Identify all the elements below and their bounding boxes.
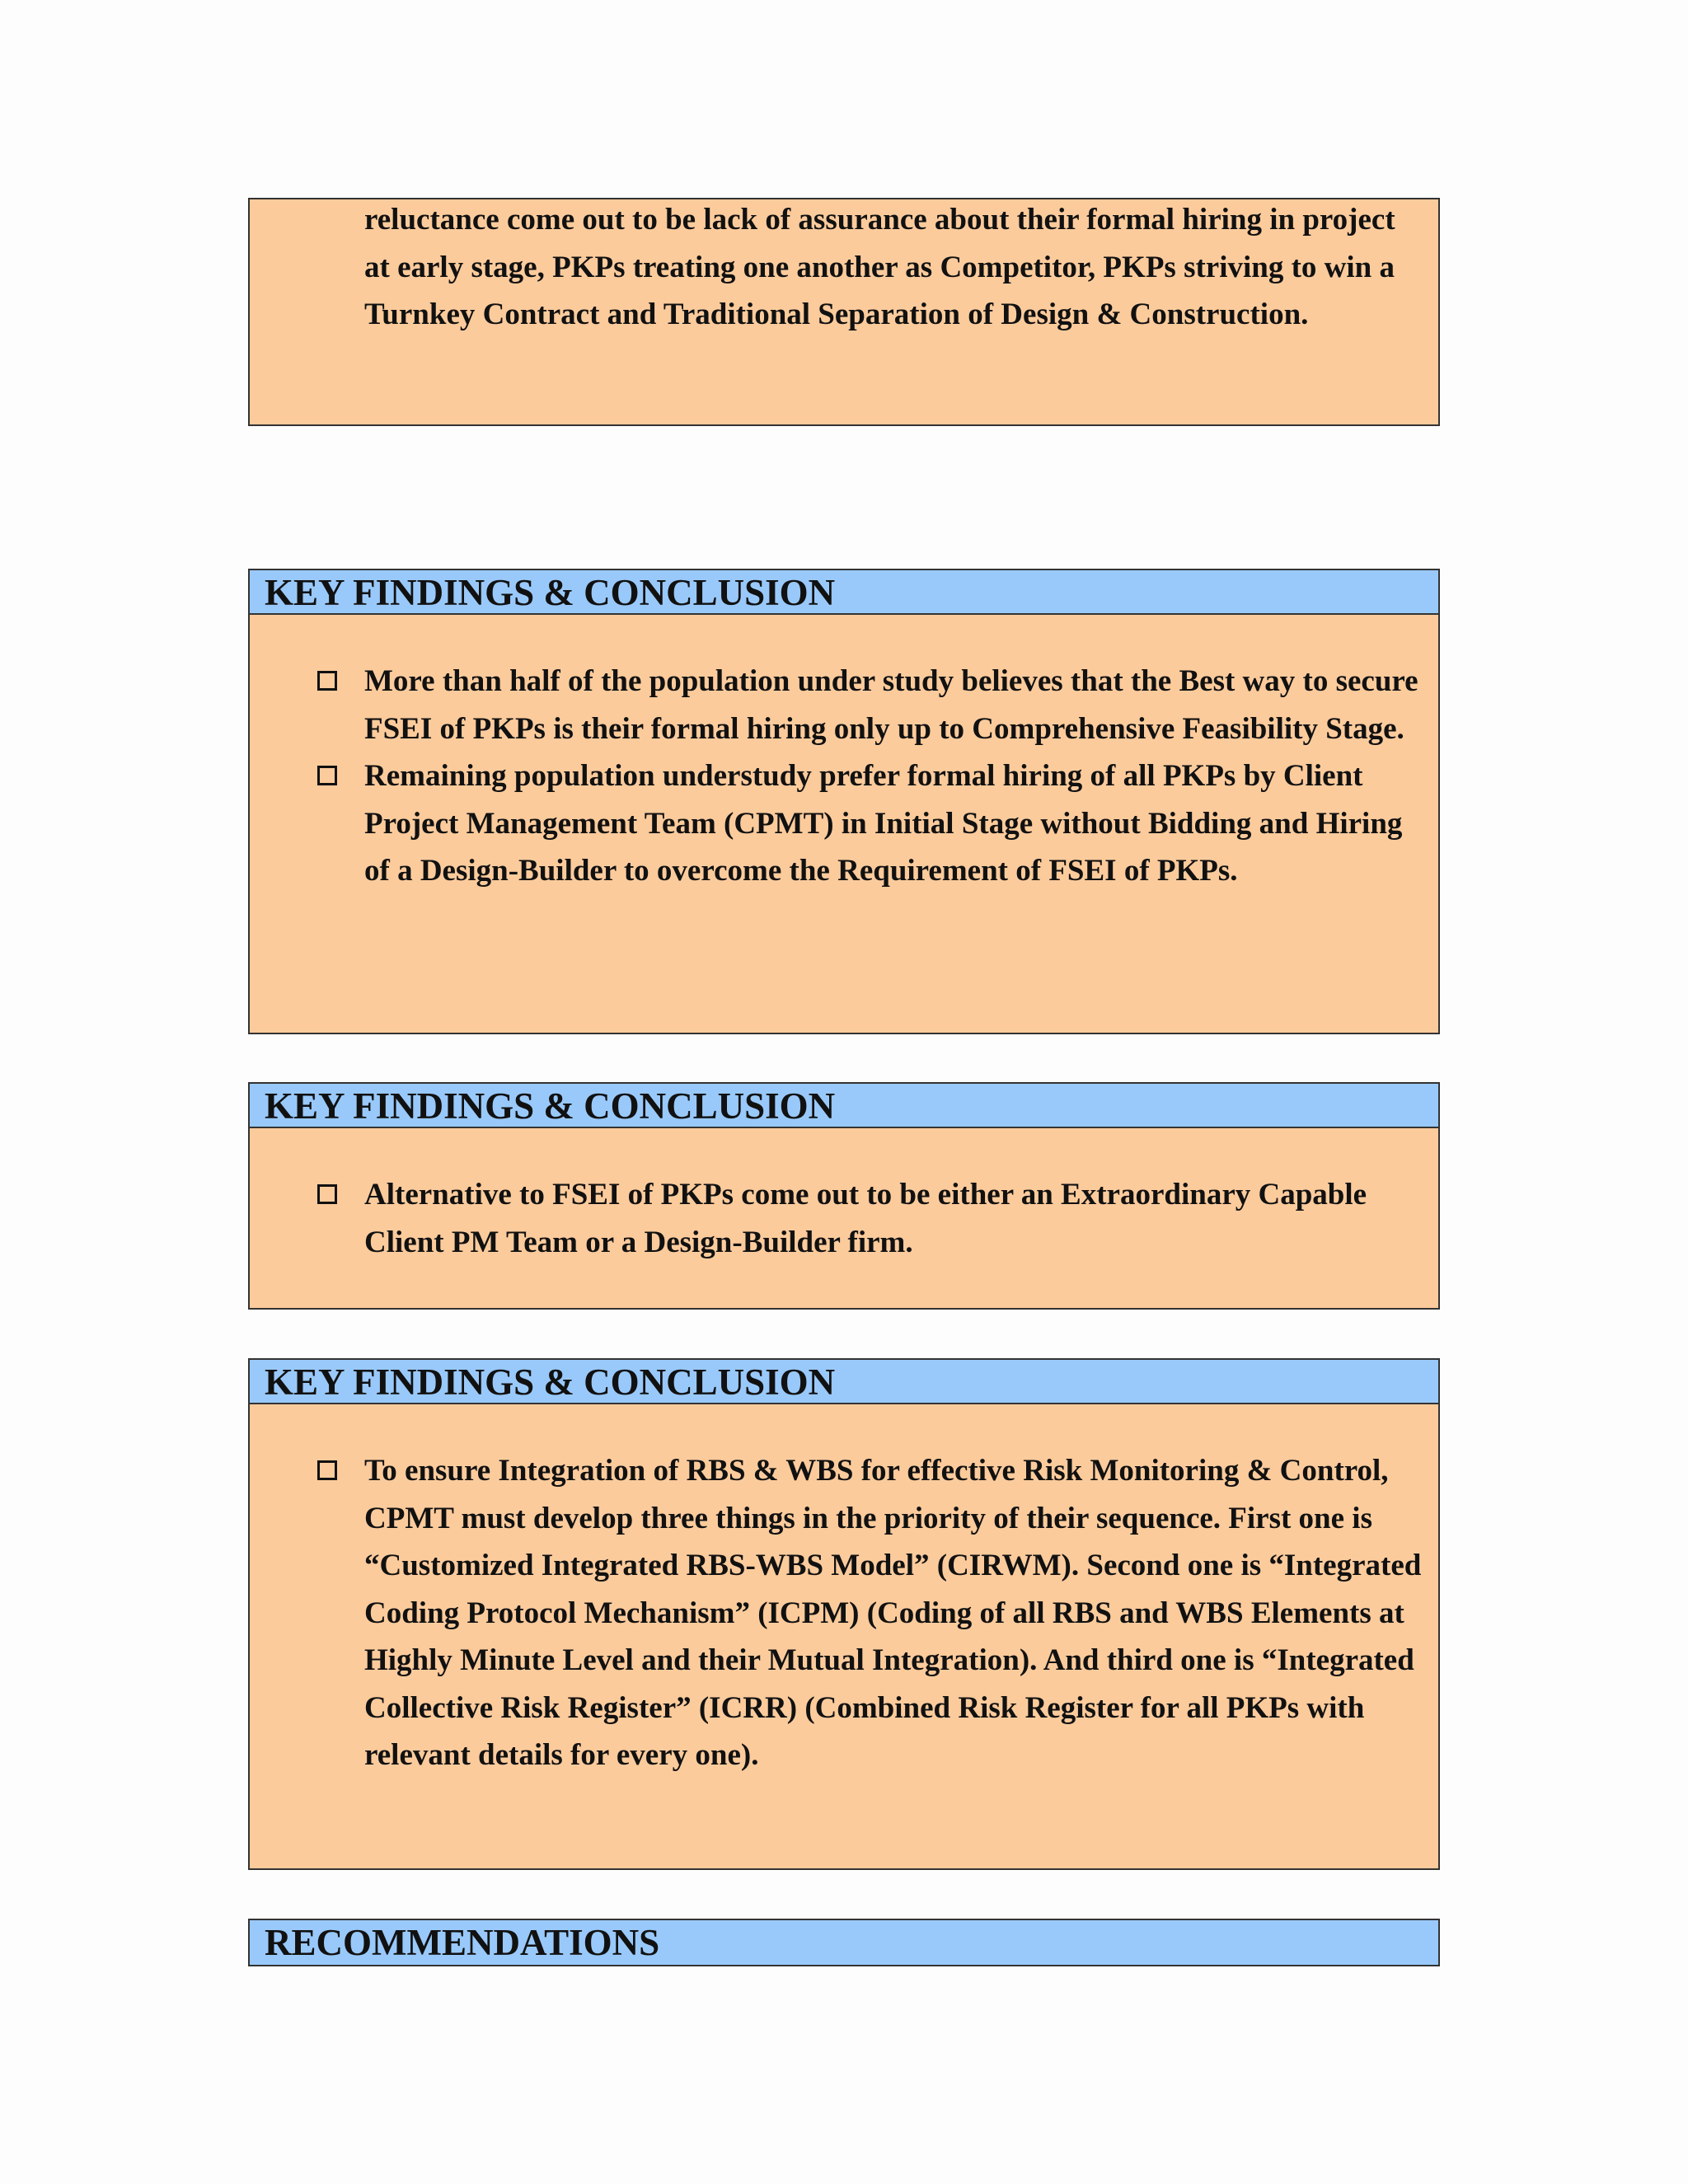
list-item-text: More than half of the population under study believes that the Best way to secure FSEI of PKPs is their formal hiring only up to Comprehensive Feasibility Stage.: [364, 664, 1418, 746]
list-item: [250, 658, 1438, 752]
continued-section-body: [250, 196, 1438, 339]
section-body: [250, 1128, 1438, 1266]
list-item-text: To ensure Integration of RBS & WBS for effective Risk Monitoring & Control, CPMT must develop three things in the priority of their sequence. First one is “Customized Integrated RBS-WBS Model” (CIRWM). Second one is “Integrated Coding Protocol Mechanism” (ICPM) (Coding of all RBS and WBS Elements at Highly Minute Level and their Mutual Integration). And third one is “Integrated Collective Risk Register” (ICRR) (Combined Risk Register for all PKPs with relevant details for every one).: [364, 1454, 1422, 1772]
section-heading: KEY FINDINGS & CONCLUSION: [250, 1360, 1438, 1404]
section-heading: KEY FINDINGS & CONCLUSION: [250, 1084, 1438, 1128]
continued-section: [248, 198, 1440, 426]
recommendations-section: [248, 1919, 1440, 1966]
checkbox-bullet-icon: [317, 766, 337, 785]
checkbox-bullet-icon: [317, 1460, 337, 1480]
key-findings-section-2: [248, 1082, 1440, 1310]
key-findings-section-3: [248, 1358, 1440, 1870]
list-item-text: Remaining population understudy prefer formal hiring of all PKPs by Client Project Management Team (CPMT) in Initial Stage without Bidding and Hiring of a Design-Builder to overcome the Requirement of FSEI of PKPs.: [364, 759, 1403, 888]
checkbox-bullet-icon: [317, 671, 337, 691]
list-item: [250, 1171, 1438, 1266]
list-item-text: Alternative to FSEI of PKPs come out to be either an Extraordinary Capable Client PM Team or a Design-Builder firm.: [364, 1178, 1367, 1259]
continued-paragraph: reluctance come out to be lack of assurance about their formal hiring in project at early stage, PKPs treating one another as Competitor, PKPs striving to win a Turnkey Contract and Traditional Separation of Design & Construction.: [364, 203, 1395, 331]
section-heading: RECOMMENDATIONS: [250, 1920, 1438, 1965]
section-body: [250, 1404, 1438, 1779]
checkbox-bullet-icon: [317, 1184, 337, 1204]
list-item: [250, 1447, 1438, 1779]
section-body: [250, 615, 1438, 895]
key-findings-section-1: [248, 569, 1440, 1034]
list-item: [250, 752, 1438, 895]
section-heading: KEY FINDINGS & CONCLUSION: [250, 570, 1438, 615]
